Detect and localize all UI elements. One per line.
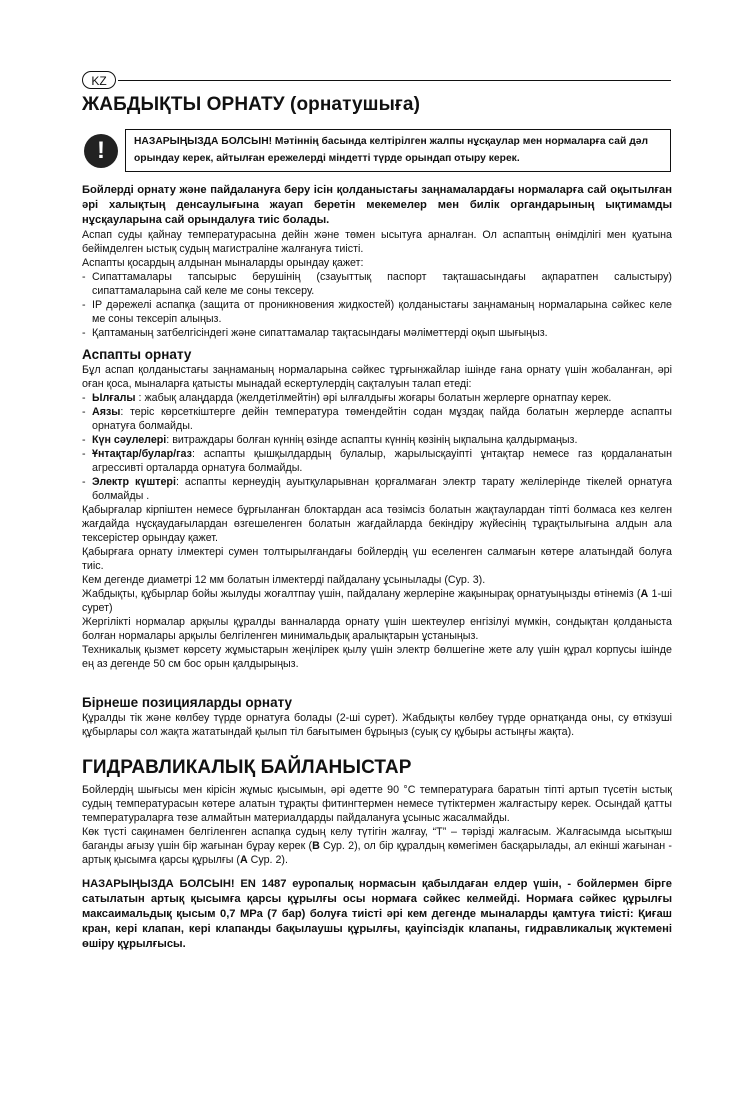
install-paragraph-4: Кем дегенде диаметрі 12 мм болатын ілмектерді пайдалану ұсынылады (Сур. 3). — [82, 574, 486, 586]
install-paragraph-2: Қабырғалар кірпіштен немесе бұрғыланған блоктардан аса төзімсіз болатын жақтаулардан тіпті болмаса кез келген жағдайда нұсқаудағылардан өзгешеленген болатын жағдайларда бекіндіру жүйесінің тұрақтылығына алдын ала тексерістер орындау қажет. — [82, 504, 672, 544]
section-title-positions: Бірнеше позицияларды орнату — [82, 695, 293, 710]
text-part: Жабдықты, құбырлар бойы жылуды жоғалтпау үшін, пайдалану жерлеріне жақынырақ орнатуыңызды өтінеміз ( — [82, 588, 641, 600]
install-paragraph-3: Қабырғаға орнату ілмектері сумен толтырылғандағы бойлердің үш еселенген салмағын көтере алатындай болуға тиіс. — [82, 546, 672, 572]
term-text: : аспапты қышқылдардың булалыр, жарылысқауіпті ұнтақтар немесе газ қордаланатын агрессивті орталарда орнатуға болмайды. — [92, 448, 672, 474]
term: Ылғалы — [92, 392, 136, 404]
install-paragraph-7: Техникалық қызмет көрсету жұмыстарын жеңілірек қылу үшін электр бөлшегіне жете алу үшін құрал корпусы ішінде ең аз дегенде 50 см бос орын қалдырыңыз. — [82, 644, 672, 670]
install-conditions-list — [82, 391, 672, 503]
exclamation-icon: ! — [84, 134, 118, 168]
list-item — [82, 391, 672, 405]
list-item — [82, 447, 672, 475]
list-item — [82, 433, 672, 447]
language-badge: KZ — [82, 71, 116, 89]
intro-paragraph-1: Аспап суды қайнау температурасына дейін және төмен ысытуға арналған. Ол аспаптың өнімділігі мен қуатына бейімделген ыстық судың магистраліне жалғануға тиісті. — [82, 229, 672, 255]
positions-paragraph: Құралды тік және көлбеу түрде орнатуға болады (2-ші сурет). Жабдықты көлбеу түрде орнатқанда оны, су өткізуші құбырлары сол жақта жататындай қылып тіл бағытымен бұрыңыз (суық су құбыры астыңғы жақта). — [82, 712, 672, 738]
text-part: Сур. 2). — [247, 854, 288, 866]
hydraulic-paragraph-2 — [82, 825, 672, 867]
text-part: Көк түсті сақинамен белгіленген аспапқа судың келу түтігін жалғау, “Т” – тәрізді жалғасым. Жалғасымда ысытқыш баганды ағызу үшін бір жағынан бұрау керек ( — [82, 826, 672, 852]
intro-paragraph-2: Аспапты қосардың алдынан мыналарды орындау қажет: — [82, 257, 364, 269]
body-text — [82, 183, 672, 952]
warning-box: НАЗАРЫҢЫЗДА БОЛСЫН! Мәтіннің басында келтірілген жалпы нұсқаулар мен нормаларға сай дәл орындау керек, айтылған ережелерді міндетті түрде орындап отыру керек. — [125, 129, 671, 172]
term: Аязы — [92, 406, 121, 418]
term: Ұнтақтар/булар/газ — [92, 448, 192, 460]
section-title-hydraulic: ГИДРАВЛИКАЛЫҚ БАЙЛАНЫСТАР — [82, 757, 412, 778]
list-item — [82, 475, 672, 503]
figure-ref: B — [312, 840, 320, 852]
list-item: - IP дәрежелі аспапқа (защита от проникновения жидкостей) қолданыстағы заңнаманың нормаларына сәйкес келе ме соны тексеріп алыңыз. — [82, 298, 672, 326]
hydraulic-warning: НАЗАРЫҢЫЗДА БОЛСЫН! EN 1487 еуропалық нормасын қабылдаған елдер үшін, - бойлермен бірге сатылатын артық қысымға қарсы құрылғы осы нормаға сәйкес келмейді. Нормаға сәйкес құрылғы максаимальдық қысым 0,7 МРа (7 бар) болуға тиісті әрі кем дегенде мыналарды қамтуға тиісті: Қиғаш кран, кері клапан, кері клапанды бақылаушы құрылғы, қауіпсіздік клапаны, гидравликалық жүктемені өшіру құрылғысы. — [82, 878, 672, 950]
list-item — [82, 405, 672, 433]
hydraulic-paragraph-1: Бойлердің шығысы мен кірісін жұмыс қысымын, әрі әдетте 90 °C температураға баратын тіпті артып түсетін ыстық судың температурасын көтере алатын тұрақты фитингтермен немесе түтіктермен жалғастыру керек. Осындай қатты температураларға төзе алмайтын материалдарды пайдалануға ұсыныс жасалмайды. — [82, 784, 672, 824]
intro-bold: Бойлерді орнату және пайдалануға беру ісін қолданыстағы заңнамалардағы нормаларға сай оқытылған әрі халықтың денсаулығына жауап беретін мекемелер мен билік органдарының ықтимамды нұсқауларына сай орындалуға тиіс болады. — [82, 184, 672, 226]
figure-ref: A — [239, 854, 248, 866]
term: Күн сәулелері — [92, 434, 167, 446]
install-paragraph-1: Бұл аспап қолданыстағы заңнаманың нормаларына сәйкес тұрғынжайлар ішінде ғана орнату үшін жобаланған, әрі оған қоса, мыналарға қатысты мынадай ескертулердің сақталуын талап етеді: — [82, 364, 672, 390]
list-item: - Сипаттамалары тапсырыс берушінің (сзауыттық паспорт тақташасындағы ақпаратпен салыстыру) сипаттамаларына сай келе ме соны тексеру. — [82, 270, 672, 298]
header-rule — [118, 80, 671, 81]
text-part: Сур. 2), ол бір құралдың көмегімен басқарылады, ал екінші жағынан - артық қысымға қарсы құрылғы ( — [82, 840, 672, 866]
list-item: - Қаптаманың затбелгісіндегі және сипаттамалар тақтасындағы мәліметтерді оқып шығыңыз. — [82, 326, 672, 340]
install-paragraph-5 — [82, 587, 672, 615]
term: Электр күштері — [92, 476, 176, 488]
term-text: : жабық алаңдарда (желдетілмейтін) әрі ылғалдығы жоғары болатын жерлерге орнатпау керек. — [135, 392, 612, 404]
intro-list — [82, 270, 672, 340]
figure-ref: A — [640, 588, 649, 600]
term-text: : аспапты кернеудің ауытқуларывнан қорғалмаған электр тарату желілерінде тікелей орнатуға болмайды . — [92, 476, 672, 502]
page-title: ЖАБДЫҚТЫ ОРНАТУ (орнатушыға) — [82, 94, 421, 115]
term-text: : витраждары болған күннің өзінде аспапты күннің көзінің ықпалына қалдырмаңыз. — [166, 434, 578, 446]
term-text: : теріс көрсеткіштерге дейін температура төмендейтін содан мұздақ пайда болатын жерлерде аспапты орнатуға болмайды. — [92, 406, 672, 432]
text-part: 1-ші сурет) — [82, 588, 672, 614]
install-paragraph-6: Жергілікті нормалар арқылы құралды ванналарда орнату үшін шектеулер енгізілуі мүмкін, сондықтан қолданыста болған нормалары арқылы белгіленген минимальдық аралықтарын ұстаныңыз. — [82, 616, 672, 642]
section-title-install: Аспапты орнату — [82, 347, 192, 362]
